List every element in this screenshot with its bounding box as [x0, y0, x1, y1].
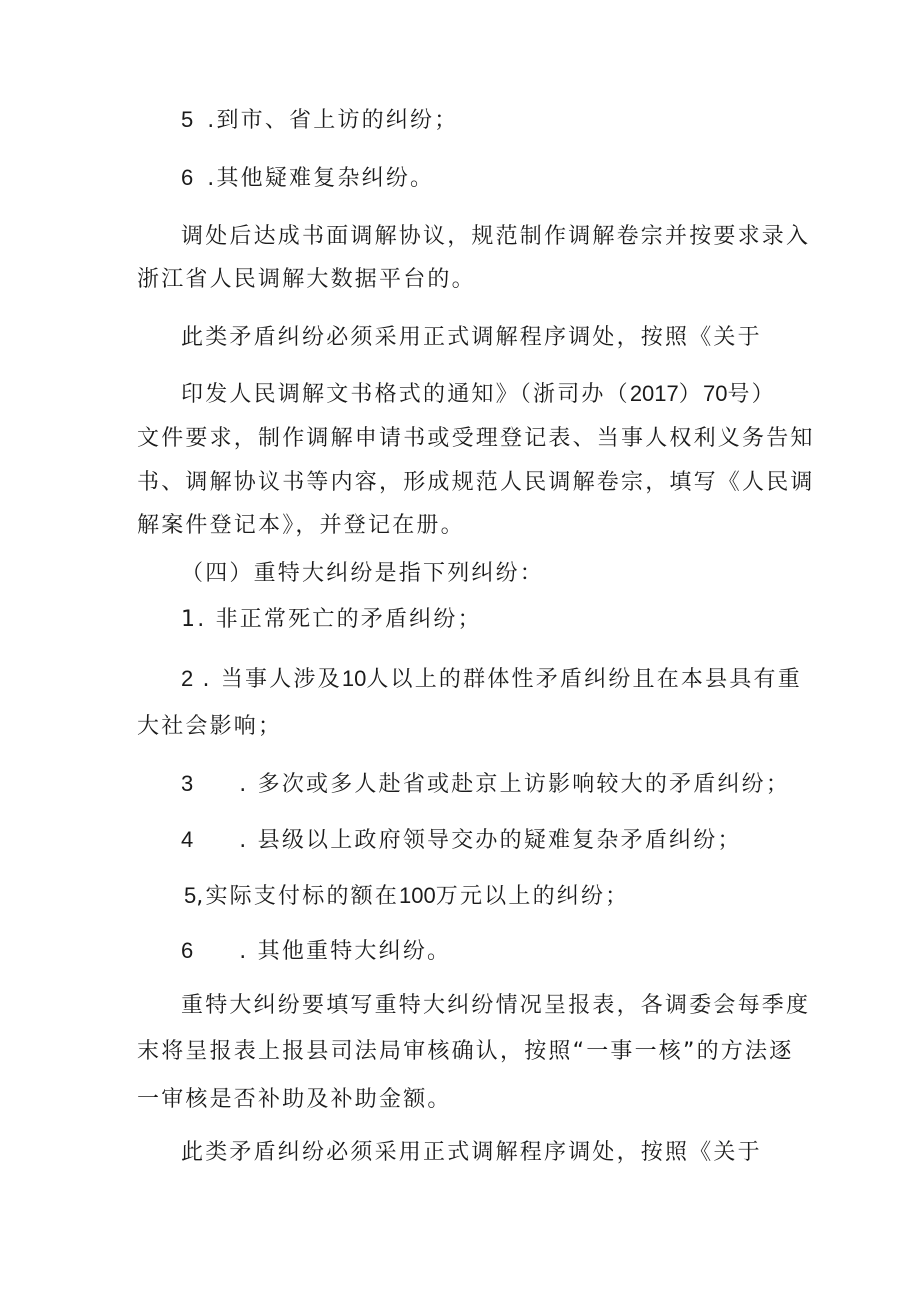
paragraph-line [181, 323, 762, 353]
paragraph-text: 浙江省人民调解大数据平台的。 [137, 267, 476, 292]
section-heading-text: （四）重特大纠纷是指下列纠纷： [181, 561, 545, 586]
paragraph-text: 解案件登记本》，并登记在册。 [137, 513, 465, 538]
item-text-continued: 人以上的群体性矛盾纠纷且在本县具有重 [366, 667, 802, 692]
bracket-close: ） [678, 382, 703, 407]
item-5-payment-amount [184, 881, 629, 912]
item-6-other-major [181, 936, 451, 967]
item-text: .到市、省上访的纠纷； [207, 108, 459, 133]
item-text: . 当事人涉及 [193, 667, 342, 692]
paragraph-line-notice-reference [181, 379, 776, 410]
paragraph-text: 重特大纠纷要填写重特大纠纷情况呈报表，各调委会每季度 [181, 993, 811, 1018]
item-number: 5 [184, 883, 197, 908]
item-6-difficult-disputes [181, 163, 434, 194]
item-2-group-disputes [181, 664, 802, 695]
paragraph-line [137, 424, 815, 454]
document-year: 2017 [629, 381, 679, 406]
item-number: 2 [181, 666, 194, 691]
paragraph-line [181, 222, 810, 252]
item-text: . 其他重特大纠纷。 [239, 939, 452, 964]
section-heading-major-disputes [181, 559, 544, 589]
item-1-abnormal-death [181, 605, 482, 635]
item-3-repeated-petitions [181, 769, 790, 800]
amount-value: 100 [399, 883, 436, 908]
paragraph-text: 此类矛盾纠纷必须采用正式调解程序调处，按照《关于 [181, 325, 762, 350]
document-suffix: 号） [727, 382, 776, 407]
item-5-upper-petition [181, 105, 458, 136]
notice-title-text: 印发人民调解文书格式的通知》（浙司办（ [181, 382, 630, 407]
item-text: ,实际支付标的额在 [196, 884, 400, 909]
item-number: 5 [181, 107, 194, 132]
paragraph-line [137, 712, 282, 742]
item-number: 3 [181, 771, 194, 796]
paragraph-line [137, 511, 465, 541]
item-text: 1. 非正常死亡的矛盾纠纷； [181, 607, 482, 632]
paragraph-line [137, 1037, 793, 1067]
item-text: .其他疑难复杂纠纷。 [207, 166, 435, 191]
paragraph-text: 末将呈报表上报县司法局审核确认，按照“一事一核”的方法逐 [137, 1039, 794, 1064]
paragraph-line [137, 468, 815, 498]
paragraph-text: 调处后达成书面调解协议，规范制作调解卷宗并按要求录入 [181, 224, 811, 249]
paragraph-line [137, 1085, 452, 1115]
paragraph-text: 文件要求，制作调解申请书或受理登记表、当事人权利义务告知 [137, 426, 815, 451]
item-text: . 县级以上政府领导交办的疑难复杂矛盾纠纷； [239, 828, 742, 853]
item-number: 6 [181, 938, 194, 963]
item-number: 6 [181, 165, 194, 190]
paragraph-text: 一审核是否补助及补助金额。 [137, 1087, 452, 1112]
paragraph-line [137, 265, 476, 295]
paragraph-text: 书、调解协议书等内容，形成规范人民调解卷宗，填写《人民调 [137, 470, 815, 495]
item-number: 4 [181, 827, 194, 852]
document-number: 70 [702, 381, 728, 406]
people-count: 10 [341, 666, 367, 691]
item-text-continued: 大社会影响； [137, 714, 283, 739]
paragraph-text: 此类矛盾纠纷必须采用正式调解程序调处，按照《关于 [181, 1140, 762, 1165]
paragraph-line [181, 991, 810, 1021]
item-text: . 多次或多人赴省或赴京上访影响较大的矛盾纠纷； [239, 772, 791, 797]
item-text-continued: 万元以上的纠纷； [435, 884, 630, 909]
paragraph-line [181, 1138, 762, 1168]
item-4-government-assigned [181, 825, 742, 856]
